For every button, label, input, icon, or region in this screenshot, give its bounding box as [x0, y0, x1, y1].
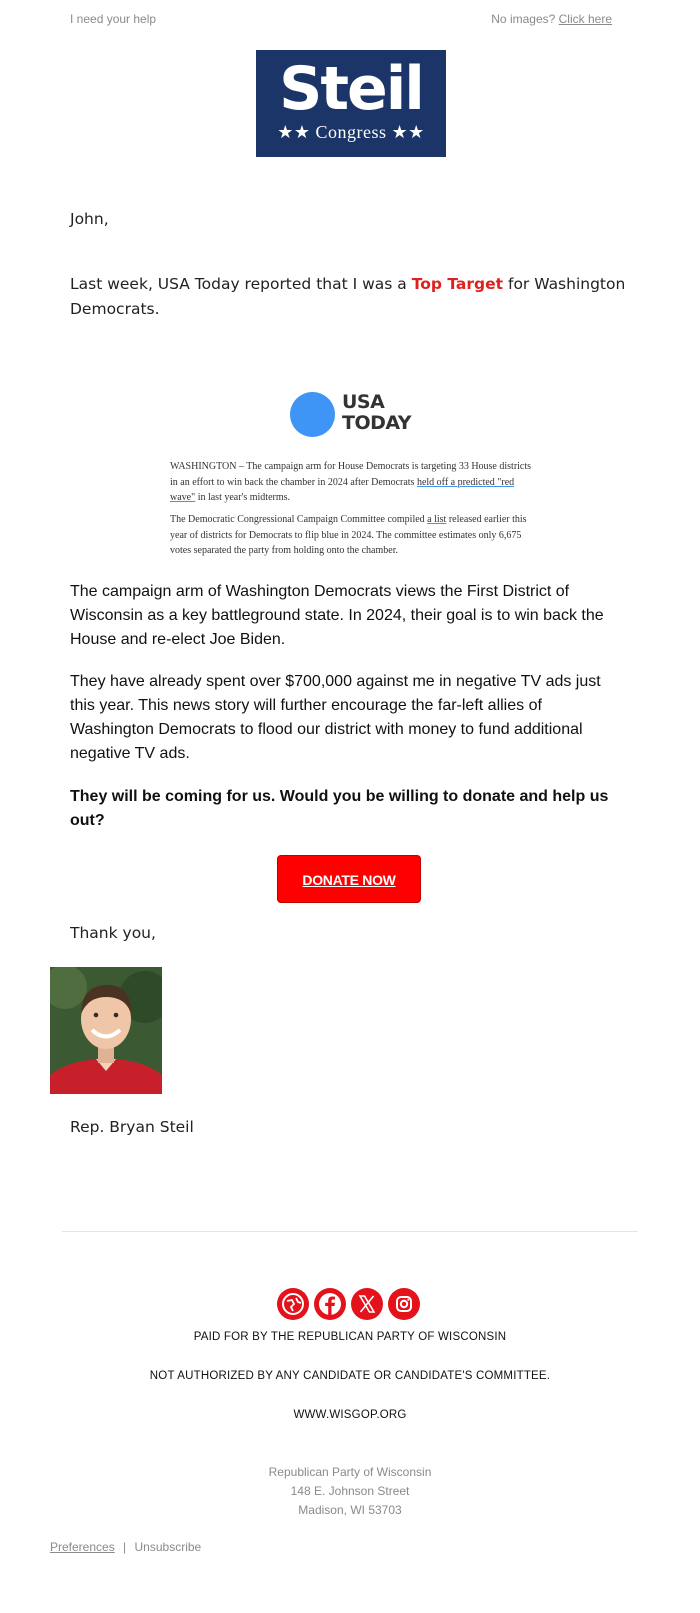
email-preferences-bar [50, 1540, 201, 1554]
preheader-text: I need your help [70, 12, 157, 26]
portrait-illustration [50, 967, 162, 1094]
clipping-paragraph-1 [170, 459, 540, 506]
usa-today-line1: USA [342, 391, 385, 413]
usa-today-wordmark [342, 392, 411, 434]
org-name: Republican Party of Wisconsin [268, 1465, 432, 1479]
footer-divider [62, 1231, 638, 1232]
intro-text-end: for Washington Democrats. [70, 275, 626, 318]
click-here-link[interactable]: Click here [558, 12, 612, 26]
paid-for-disclaimer: PAID FOR BY THE REPUBLICAN PARTY OF WISCONSIN [193, 1331, 507, 1343]
signature: Rep. Bryan Steil [70, 1118, 194, 1136]
link-separator: | [123, 1540, 127, 1554]
not-authorized-disclaimer: NOT AUTHORIZED BY ANY CANDIDATE OR CANDIDATE'S COMMITTEE. [149, 1370, 551, 1382]
closing-text: Thank you, [70, 924, 156, 942]
clipping-p2-text-a: The Democratic Congressional Campaign Committee compiled [170, 514, 428, 525]
intro-paragraph [70, 272, 630, 322]
clipping-paragraph-2 [170, 512, 540, 559]
website-text: WWW.WISGOP.ORG [293, 1409, 407, 1421]
street-address: 148 E. Johnson Street [290, 1484, 410, 1498]
clipping-p2-text-b: released earlier this year of districts for Democrats to flip blue in 2024. The committee estimates only 6,675 votes separated the party from holding onto the chamber. [170, 514, 527, 556]
bryan-steil-photo [50, 967, 162, 1094]
usa-today-logo [290, 392, 420, 438]
social-icons-row [277, 1288, 421, 1320]
donate-now-button[interactable]: DONATE NOW [277, 855, 421, 903]
preferences-link[interactable]: Preferences [50, 1540, 115, 1554]
logo-name: Steil [279, 54, 423, 124]
facebook-icon[interactable] [314, 1288, 346, 1320]
greeting: John, [70, 210, 109, 228]
tv-ads-paragraph: They have already spent over $700,000 against me in negative TV ads just this year. This news story will further encourage the far-left allies of Washington Democrats to flood our district with money to fund additional negative TV ads. [70, 673, 601, 762]
footer-address [0, 1463, 700, 1520]
logo-subtitle: ★★ Congress ★★ [277, 122, 425, 142]
website-icon[interactable] [277, 1288, 309, 1320]
clipping-p1-text-b: in last year's midterms. [195, 492, 291, 503]
no-images-notice [491, 12, 612, 26]
city-address: Madison, WI 53703 [298, 1503, 402, 1517]
donate-ask-paragraph: They will be coming for us. Would you be willing to donate and help us out? [70, 788, 609, 829]
unsubscribe-link[interactable]: Unsubscribe [134, 1540, 202, 1554]
no-images-label: No images? [491, 12, 556, 26]
clipping-p1-text-a: WASHINGTON – The campaign arm for House Democrats is targeting 33 House districts in an effort to win back the chamber in 2024 after Democrats [170, 461, 532, 488]
x-icon[interactable] [351, 1288, 383, 1320]
a-list-link: a list [427, 514, 447, 525]
steil-congress-logo [256, 50, 446, 157]
top-target-highlight: Top Target [411, 275, 504, 293]
instagram-icon[interactable] [388, 1288, 420, 1320]
battleground-paragraph: The campaign arm of Washington Democrats views the First District of Wisconsin as a key battleground state. In 2024, their goal is to win back the House and re-elect Joe Biden. [70, 583, 604, 648]
usa-today-dot-icon [290, 392, 335, 437]
red-wave-link: held off a predicted "red wave" [170, 476, 515, 503]
intro-text-start: Last week, USA Today reported that I was a [70, 275, 412, 293]
usa-today-line2: TODAY [342, 412, 412, 434]
